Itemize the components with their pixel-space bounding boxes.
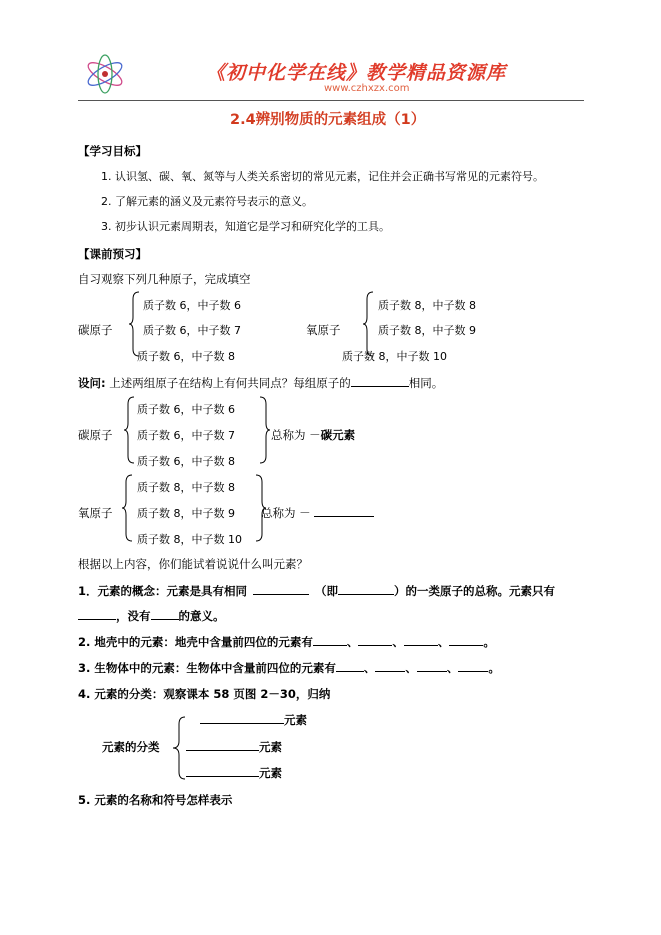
atom-logo-icon: [82, 54, 128, 94]
goal-item-1: 1. 认识氢、碳、氧、氮等与人类关系密切的常见元素，记住并会正确书写常见的元素符号。: [101, 170, 544, 183]
goal-item-3: 3. 初步认识元素周期表，知道它是学习和研究化学的工具。: [101, 220, 390, 233]
group-oxygen-atom-3: 质子数 8，中子数 10: [137, 533, 242, 546]
answer-blank[interactable]: [351, 375, 409, 387]
group-carbon-atom-1: 质子数 6，中子数 6: [137, 403, 235, 416]
separator: 、: [405, 661, 417, 675]
classification-label: 元素的分类: [102, 740, 160, 754]
q1-text-b: （即: [315, 584, 338, 598]
period: 。: [483, 635, 495, 649]
answer-blank[interactable]: [375, 660, 405, 672]
conclusion-prompt: 根据以上内容，你们能试着说说什么叫元素？: [78, 557, 308, 571]
answer-blank[interactable]: [458, 660, 488, 672]
left-brace-icon: [173, 716, 187, 780]
q1-text-c: ）的一类原子的总称。元素只有: [394, 584, 555, 598]
oxygen-atom-label: 氧原子: [306, 323, 341, 337]
group-oxygen-label: 氧原子: [78, 506, 113, 520]
group-oxygen-total-label: 总称为 －: [261, 506, 311, 520]
answer-blank[interactable]: [186, 739, 259, 751]
classification-row-1: [200, 712, 307, 728]
period: 。: [488, 661, 500, 675]
left-brace-icon: [122, 474, 134, 542]
q1-text-a: 1．元素的概念：元素是具有相同: [78, 584, 247, 598]
answer-blank[interactable]: [358, 634, 392, 646]
answer-blank[interactable]: [186, 765, 259, 777]
preview-intro: 自习观察下列几种原子，完成填空: [78, 272, 251, 286]
question-4-line: 4. 元素的分类：观察课本 58 页图 2－30，归纳: [78, 687, 331, 701]
separator: 、: [392, 635, 404, 649]
q2-label: 2. 地壳中的元素：地壳中含量前四位的元素有: [78, 635, 313, 649]
answer-blank[interactable]: [200, 712, 284, 724]
answer-blank[interactable]: [151, 608, 179, 620]
answer-blank[interactable]: [338, 583, 394, 595]
goal-item-2: 2. 了解元素的涵义及元素符号表示的意义。: [101, 195, 313, 208]
group-carbon-label: 碳原子: [78, 428, 113, 442]
page-title: 2.4辨别物质的元素组成（1）: [230, 112, 426, 128]
answer-blank[interactable]: [417, 660, 447, 672]
question-1-line-2: [78, 608, 225, 624]
separator: 、: [446, 661, 459, 675]
class-suffix: 元素: [284, 713, 307, 727]
carbon-atom-3: 质子数 6，中子数 8: [137, 350, 235, 363]
group-carbon-total-label: 总称为 －: [271, 428, 321, 442]
header-rule: [78, 100, 584, 101]
separator: 、: [437, 635, 450, 649]
group-carbon-atom-2: 质子数 6，中子数 7: [137, 429, 235, 442]
question-2-line: [78, 634, 495, 650]
question-end: 相同。: [408, 376, 444, 390]
separator: 、: [346, 635, 359, 649]
banner-url: www.czhxzx.com: [324, 83, 410, 94]
answer-blank[interactable]: [314, 505, 374, 517]
banner-title: 《初中化学在线》教学精品资源库: [206, 62, 507, 84]
group-carbon-atom-3: 质子数 6，中子数 8: [137, 455, 235, 468]
answer-blank[interactable]: [449, 634, 483, 646]
question-label: 设问:: [78, 376, 106, 390]
q3-label: 3. 生物体中的元素：生物体中含量前四位的元素有: [78, 661, 336, 675]
answer-blank[interactable]: [253, 583, 309, 595]
answer-blank[interactable]: [78, 608, 116, 620]
right-brace-icon: [258, 396, 270, 464]
q1-text-d: ，没有: [116, 609, 151, 623]
oxygen-atom-1: 质子数 8，中子数 8: [378, 299, 476, 312]
group-oxygen-total: [261, 505, 374, 521]
oxygen-atom-3: 质子数 8，中子数 10: [342, 350, 447, 363]
class-suffix: 元素: [259, 766, 282, 780]
class-suffix: 元素: [259, 740, 282, 754]
question-text: 上述两组原子在结构上有何共同点？每组原子的: [109, 376, 351, 390]
q1-text-e: 的意义。: [178, 609, 225, 623]
carbon-atom-label: 碳原子: [78, 323, 113, 337]
answer-blank[interactable]: [336, 660, 364, 672]
question-line: [78, 375, 443, 391]
classification-row-2: [186, 739, 282, 755]
question-5-line: 5. 元素的名称和符号怎样表示: [78, 793, 233, 807]
left-brace-icon: [124, 396, 136, 464]
group-oxygen-atom-1: 质子数 8，中子数 8: [137, 481, 235, 494]
answer-blank[interactable]: [313, 634, 347, 646]
group-oxygen-atom-2: 质子数 8，中子数 9: [137, 507, 235, 520]
answer-blank[interactable]: [404, 634, 438, 646]
carbon-atom-2: 质子数 6，中子数 7: [143, 324, 241, 337]
oxygen-atom-2: 质子数 8，中子数 9: [378, 324, 476, 337]
separator: 、: [363, 661, 376, 675]
goals-heading: 【学习目标】: [78, 144, 147, 158]
carbon-atom-1: 质子数 6，中子数 6: [143, 299, 241, 312]
question-1-line-1: [78, 583, 555, 599]
carbon-element-name: 碳元素: [320, 428, 356, 442]
classification-row-3: [186, 765, 282, 781]
question-3-line: [78, 660, 500, 676]
preview-heading: 【课前预习】: [78, 247, 147, 261]
group-carbon-total: [271, 427, 355, 443]
